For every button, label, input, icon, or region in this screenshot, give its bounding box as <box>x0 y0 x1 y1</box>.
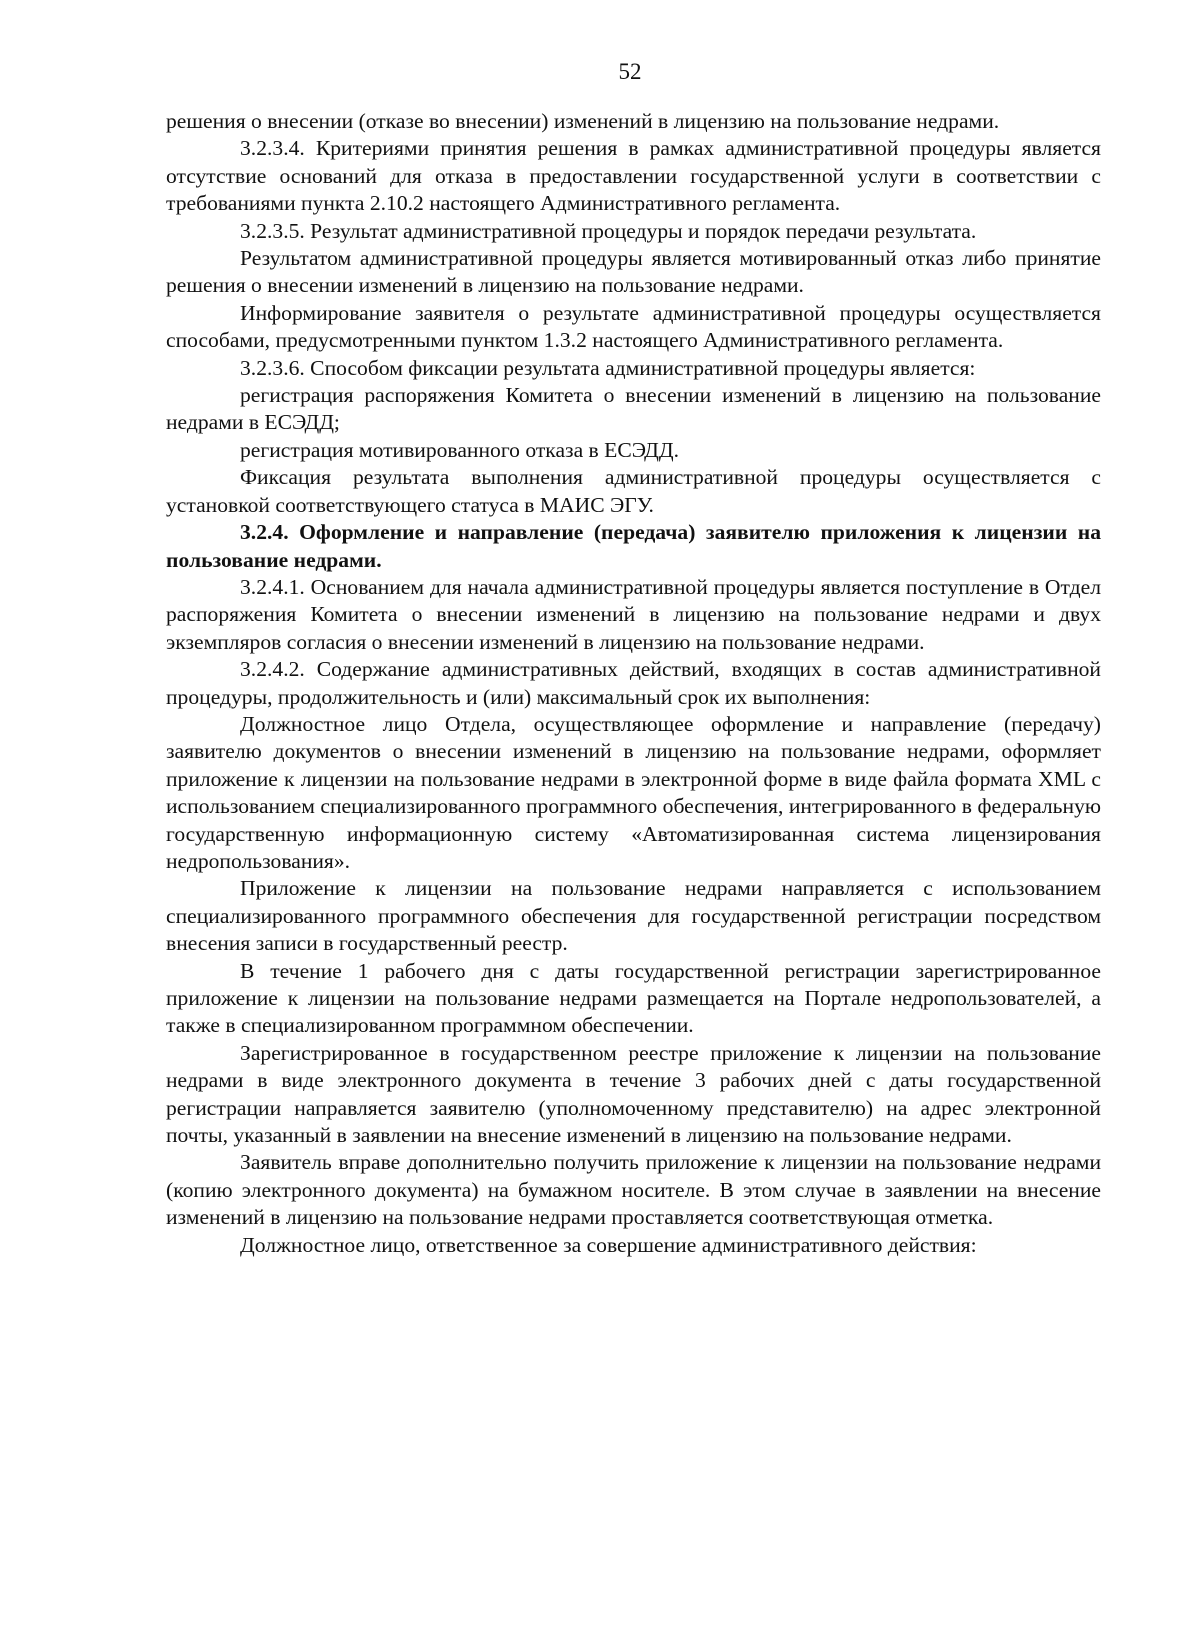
paragraph-registered-appendix: Зарегистрированное в государственном реестре приложение к лицензии на пользование недрами в виде электронного документа в течение 3 рабочих дней с даты государственной регистрации направляется заявителю (уполномоченному представителю) на адрес электронной почты, указанный в заявлении на внесение изменений в лицензию на пользование недрами. <box>166 1040 1101 1148</box>
paragraph-registration-order: регистрация распоряжения Комитета о внесении изменений в лицензию на пользование недрами в ЕСЭДД; <box>166 383 1101 435</box>
document-body <box>166 108 1101 1259</box>
paragraph-3-2-4-2: 3.2.4.2. Содержание административных действий, входящих в состав административной процедуры, продолжительность и (или) максимальный срок их выполнения: <box>166 657 1101 709</box>
paragraph-responsible-official: Должностное лицо, ответственное за совершение административного действия: <box>240 1232 977 1257</box>
paragraph-3-2-3-4: 3.2.3.4. Критериями принятия решения в рамках административной процедуры является отсутствие оснований для отказа в предоставлении государственной услуги в соответствии с требованиями пункта 2.10.2 настоящего Административного регламента. <box>166 136 1101 216</box>
paragraph-registration-refusal: регистрация мотивированного отказа в ЕСЭДД. <box>240 437 680 462</box>
paragraph-one-day: В течение 1 рабочего дня с даты государственной регистрации зарегистрированное приложение к лицензии на пользование недрами размещается на Портале недропользователей, а также в специализированном программном обеспечении. <box>166 958 1101 1038</box>
page-number: 52 <box>618 59 642 84</box>
paragraph-continuation: решения о внесении (отказе во внесении) изменений в лицензию на пользование недрами. <box>166 109 1000 133</box>
paragraph-applicant-paper: Заявитель вправе дополнительно получить приложение к лицензии на пользование недрами (копию электронного документа) на бумажном носителе. В этом случае в заявлении на внесение изменений в лицензию на пользование недрами проставляется соответствующая отметка. <box>166 1150 1101 1230</box>
paragraph-3-2-3-6: 3.2.3.6. Способом фиксации результата административной процедуры является: <box>240 355 976 380</box>
paragraph-informing: Информирование заявителя о результате административной процедуры осуществляется способами, предусмотренными пунктом 1.3.2 настоящего Административного регламента. <box>166 300 1101 353</box>
paragraph-fixation: Фиксация результата выполнения административной процедуры осуществляется с установкой соответствующего статуса в МАИС ЭГУ. <box>166 465 1101 517</box>
paragraph-official-department: Должностное лицо Отдела, осуществляющее оформление и направление (передачу) заявителю документов о внесении изменений в лицензию на пользование недрами, оформляет приложение к лицензии на пользование недрами в электронной форме в виде файла формата XML с использованием специализированного программного обеспечения, интегрированного в федеральную государственную информационную систему «Автоматизированная система лицензирования недропользования». <box>166 711 1101 873</box>
paragraph-3-2-4-1: 3.2.4.1. Основанием для начала административной процедуры является поступление в Отдел распоряжения Комитета о внесении изменений в лицензию на пользование недрами и двух экземпляров согласия о внесении изменений в лицензию на пользование недрами. <box>166 574 1101 654</box>
paragraph-appendix-sending: Приложение к лицензии на пользование недрами направляется с использованием специализированного программного обеспечения для государственной регистрации посредством внесения записи в государственный реестр. <box>166 876 1101 956</box>
paragraph-3-2-3-5: 3.2.3.5. Результат административной процедуры и порядок передачи результата. <box>240 218 977 243</box>
paragraph-result: Результатом административной процедуры является мотивированный отказ либо принятие решения о внесении изменений в лицензию на пользование недрами. <box>166 246 1101 298</box>
section-heading-3-2-4: 3.2.4. Оформление и направление (передача) заявителю приложения к лицензии на пользование недрами. <box>166 520 1101 572</box>
